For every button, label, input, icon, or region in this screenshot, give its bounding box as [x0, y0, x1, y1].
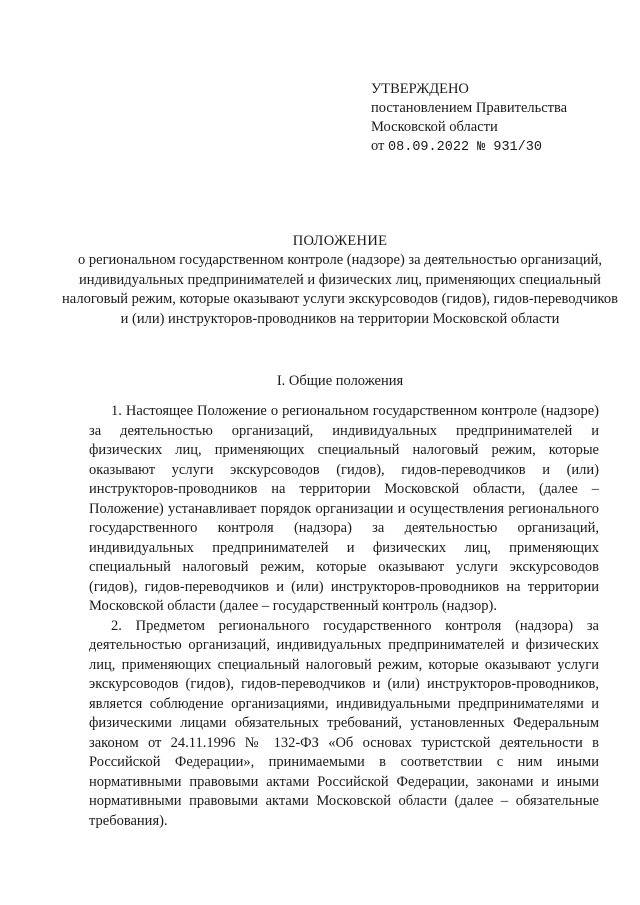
paragraph-1: 1. Настоящее Положение о региональном государственном контроле (надзоре) за деятельностью организаций, индивидуальных предпринимателей и физических лиц, применяющих специальный налоговый режим, которые оказывают услуги экскурсоводов (гидов), гидов-переводчиков и (или) инструкторов-проводников на территории Московской области, (далее – Положение) устанавливает порядок организации и осуществления регионального государственного контроля (надзора) за деятельностью организаций, индивидуальных предпринимателей и физических лиц, применяющих специальный налоговый режим, которые оказывают услуги экскурсоводов (гидов), гидов-переводчиков и (или) инструкторов-проводников на территории Московской области (далее – государственный контроль (надзор). — [89, 403, 599, 614]
approval-date-stamp: 08.09.2022 № 931/30 — [388, 140, 542, 155]
approval-block — [371, 80, 567, 157]
approval-region: Московской области — [371, 119, 498, 135]
approval-decree: постановлением Правительства — [371, 100, 568, 116]
document-body — [89, 402, 599, 831]
approval-heading: УТВЕРЖДЕНО — [371, 81, 469, 97]
document-title: ПОЛОЖЕНИЕ — [292, 233, 388, 249]
approval-date-line — [371, 137, 567, 157]
section-heading: I. Общие положения — [276, 373, 404, 389]
document-subtitle: о региональном государственном контроле (надзоре) за деятельностью организаций, индивидуальных предпринимателей и физических лиц, применяющих специальный налоговый режим, которые оказывают услуги экскурсоводов (гидов), гидов-переводчиков и (или) инструкторов-проводников на территории Московской области — [62, 252, 618, 327]
approval-date-prefix: от — [371, 138, 385, 154]
paragraph-2: 2. Предметом регионального государственного контроля (надзора) за деятельностью организаций, индивидуальных предпринимателей и физических лиц, применяющих специальный налоговый режим, которые оказывают услуги экскурсоводов (гидов), гидов-переводчиков и (или) инструкторов-проводников, является соблюдение организациями, индивидуальными предпринимателями и физическими лицами обязательных требований, установленных Федеральным законом от 24.11.1996 № 132-ФЗ «Об основах туристской деятельности в Российской Федерации», принимаемыми в соответствии с ним иными нормативными правовыми актами Российской Федерации, законами и иными нормативными правовыми актами Московской области (далее – обязательные требования). — [89, 617, 599, 829]
